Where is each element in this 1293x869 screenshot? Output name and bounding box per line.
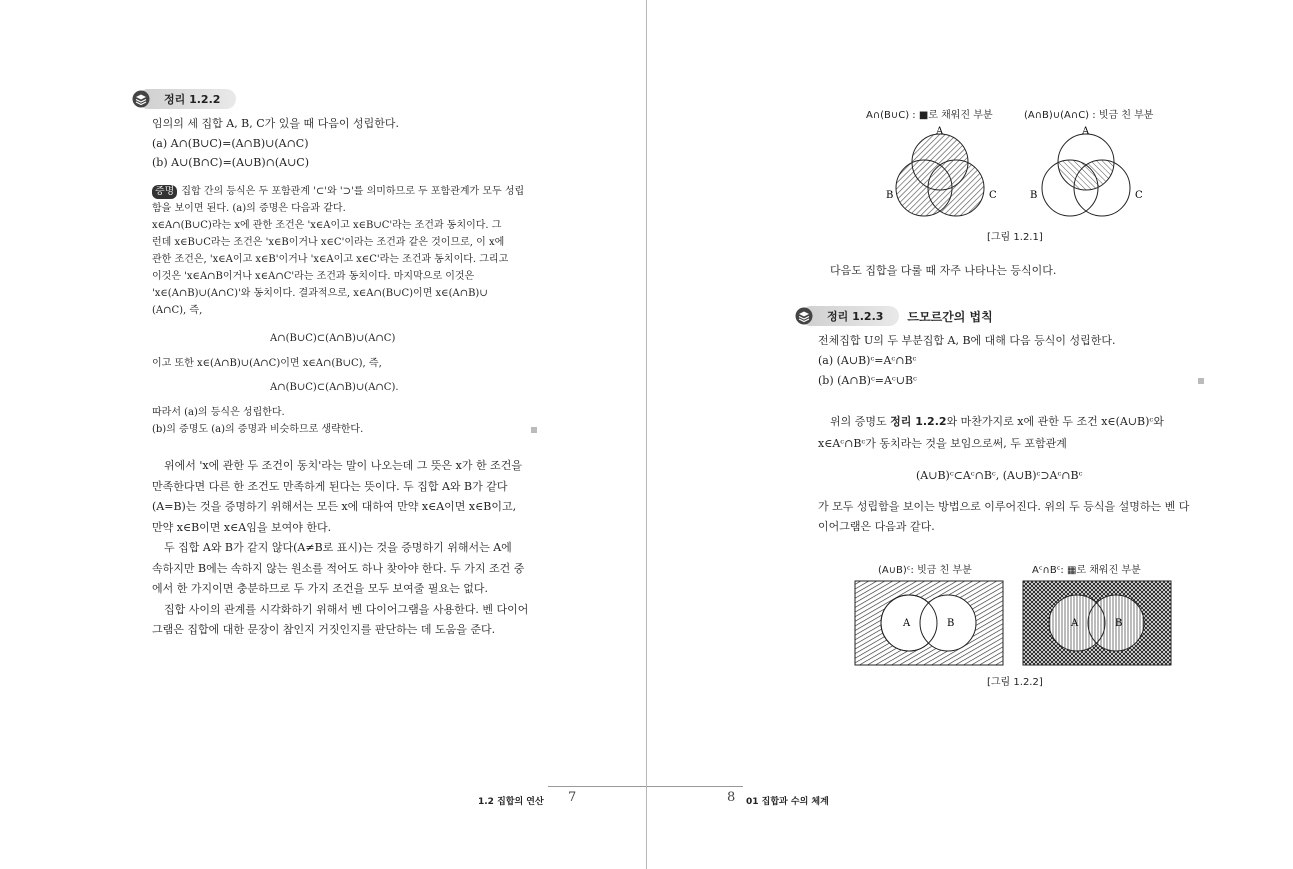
- theorem-label-text: 정리 1.2.2: [138, 89, 236, 109]
- proof-block: [152, 183, 548, 319]
- proof-line: 이것은 'x∈A∩B이거나 x∈A∩C'라는 조건과 동치이다. 마지막으로 이것은: [152, 271, 475, 282]
- venn-label-b: B: [1030, 190, 1038, 201]
- fig2-caption-left: (A∪B)ᶜ: 빗금 친 부분: [878, 565, 972, 576]
- venn-label-a: A: [903, 618, 911, 629]
- fig2-label: [그림 1.2.2]: [987, 677, 1043, 688]
- proof-line: 'x∈(A∩B)∪(A∩C)'와 동치이다. 결과적으로, x∈A∩(B∪C)이면 x∈(A∩B)∪: [152, 288, 488, 299]
- theorem-item-a: (a) (A∪B)ᶜ=Aᶜ∩Bᶜ: [818, 354, 917, 367]
- proof-conclusion: (b)의 증명도 (a)의 증명과 비슷하므로 생략한다.: [152, 424, 364, 435]
- proof-equation-1: A∩(B∪C)⊂(A∩B)∪(A∩C): [270, 333, 396, 344]
- qed-mark: [1198, 378, 1204, 384]
- footer-rule: [647, 786, 743, 787]
- body-line: (A=B)는 것을 증명하기 위해서는 모든 x에 대하여 만약 x∈A이면 x∈B이고,: [152, 500, 517, 513]
- paragraph-line: x∈Aᶜ∩Bᶜ가 동치라는 것을 보임으로써, 두 포함관계: [818, 437, 1067, 450]
- body-line: 만약 x∈B이면 x∈A임을 보여야 한다.: [152, 520, 332, 534]
- page-number: 7: [568, 790, 577, 805]
- body-paragraph: [152, 456, 552, 641]
- body-line: 집합 사이의 관계를 시각화하기 위해서 벤 다이어그램을 사용한다. 벤 다이어: [164, 602, 529, 616]
- page-number: 8: [727, 790, 736, 805]
- venn-label-c: C: [1135, 190, 1143, 201]
- proof-line: x∈A∩(B∪C)라는 x에 관한 조건은 'x∈A이고 x∈B∪C'라는 조건과 동치이다. 그: [152, 220, 502, 231]
- theorem-item-b: (b) (A∩B)ᶜ=Aᶜ∪Bᶜ: [818, 374, 917, 387]
- proof-conclusion: 따라서 (a)의 등식은 성립한다.: [152, 407, 285, 418]
- display-equation: (A∪B)ᶜ⊂Aᶜ∩Bᶜ, (A∪B)ᶜ⊃Aᶜ∩Bᶜ: [916, 469, 1083, 482]
- proof-line: (A∩C), 즉,: [152, 305, 203, 316]
- proof-line: 런데 x∈B∪C라는 조건은 'x∈B이거나 x∈C'이라는 조건과 같은 것이므로, 이 x에: [152, 237, 505, 248]
- theorem-statement: 임의의 세 집합 A, B, C가 있을 때 다음이 성립한다.: [152, 117, 400, 130]
- proof-equation-2: A∩(B∪C)⊂(A∩B)∪(A∩C).: [270, 382, 399, 393]
- venn-label-b: B: [886, 190, 894, 201]
- venn-label-b: B: [947, 618, 955, 629]
- body-line: 그램은 집합에 대한 문장이 참인지 거짓인지를 판단하는 데 도움을 준다.: [152, 623, 496, 636]
- layers-icon: [795, 307, 813, 325]
- body-line: 위에서 'x에 관한 두 조건이 동치'라는 말이 나오는데 그 뜻은 x가 한 조건을: [164, 459, 522, 472]
- venn-label-a: A: [1071, 618, 1079, 629]
- layers-icon: [132, 90, 150, 108]
- paragraph-text: 와 마찬가지로 x에 관한 두 조건 x∈(A∪B)ᶜ와: [946, 415, 1164, 428]
- venn-label-a: A: [1082, 126, 1090, 137]
- theorem-label-1-2-3: [795, 306, 993, 326]
- theorem-statement: 전체집합 U의 두 부분집합 A, B에 대해 다음 등식이 성립한다.: [818, 334, 1116, 347]
- theorem-reference: 정리 1.2.2: [890, 415, 947, 428]
- qed-mark: [531, 427, 537, 433]
- paragraph-line: 이어그램은 다음과 같다.: [818, 520, 935, 533]
- theorem-item-b: (b) A∪(B∩C)=(A∪B)∩(A∪C): [152, 156, 310, 169]
- body-line: 에서 한 가지이면 충분하므로 두 가지 조건을 모두 보여줄 필요는 없다.: [152, 582, 488, 595]
- theorem-label-text: 정리 1.2.3: [801, 306, 899, 326]
- body-line: 만족한다면 다른 한 조건도 만족하게 된다는 뜻이다. 두 집합 A와 B가 같다: [152, 479, 508, 493]
- venn-label-b: B: [1115, 618, 1123, 629]
- footer-rule: [548, 786, 646, 787]
- fig1-label: [그림 1.2.1]: [987, 232, 1043, 243]
- proof-line: 관한 조건은, 'x∈A이고 x∈B'이거나 'x∈A이고 x∈C'라는 조건과 동치이다. 그리고: [152, 254, 509, 265]
- footer-section: 1.2 집합의 연산: [478, 797, 544, 807]
- venn-figure-2: [854, 580, 1172, 666]
- fig1-caption-right: (A∩B)∪(A∩C) : 빗금 친 부분: [1024, 110, 1154, 121]
- proof-line-after: 이고 또한 x∈(A∩B)∪(A∩C)이면 x∈A∩(B∪C), 즉,: [152, 358, 382, 369]
- paragraph-text: 위의 증명도: [830, 415, 891, 428]
- venn-figure-1: [880, 120, 1150, 225]
- paragraph-line: [830, 412, 1164, 432]
- proof-line: 집합 간의 등식은 두 포함관계 '⊂'와 '⊃'를 의미하므로 두 포함관계가 모두 성립: [181, 186, 525, 197]
- paragraph-line: 가 모두 성립함을 보이는 방법으로 이루어진다. 위의 두 등식을 설명하는 벤 다: [818, 500, 1190, 513]
- proof-line: 함을 보이면 된다. (a)의 증명은 다음과 같다.: [152, 203, 346, 214]
- venn-label-a: A: [936, 126, 944, 137]
- footer-section: 01 집합과 수의 체계: [746, 797, 829, 807]
- theorem-label-1-2-2: [132, 89, 236, 109]
- venn-label-c: C: [989, 190, 997, 201]
- theorem-item-a: (a) A∩(B∪C)=(A∩B)∪(A∩C): [152, 137, 309, 150]
- body-line: 두 집합 A와 B가 같지 않다(A≠B로 표시)는 것을 증명하기 위해서는 A에: [164, 541, 512, 554]
- proof-badge: 증명: [152, 185, 177, 199]
- page-gutter: [646, 0, 647, 869]
- text-after-fig1: 다음도 집합을 다룰 때 자주 나타나는 등식이다.: [830, 264, 1057, 277]
- fig2-caption-right: Aᶜ∩Bᶜ: ▦로 채워진 부분: [1032, 565, 1141, 576]
- theorem-title: 드모르간의 법칙: [907, 309, 993, 324]
- fig1-caption-left: A∩(B∪C) : ■로 채워진 부분: [866, 110, 993, 121]
- body-line: 속하지만 B에는 속하지 않는 원소를 적어도 하나 찾아야 한다. 두 가지 조건 중: [152, 561, 525, 575]
